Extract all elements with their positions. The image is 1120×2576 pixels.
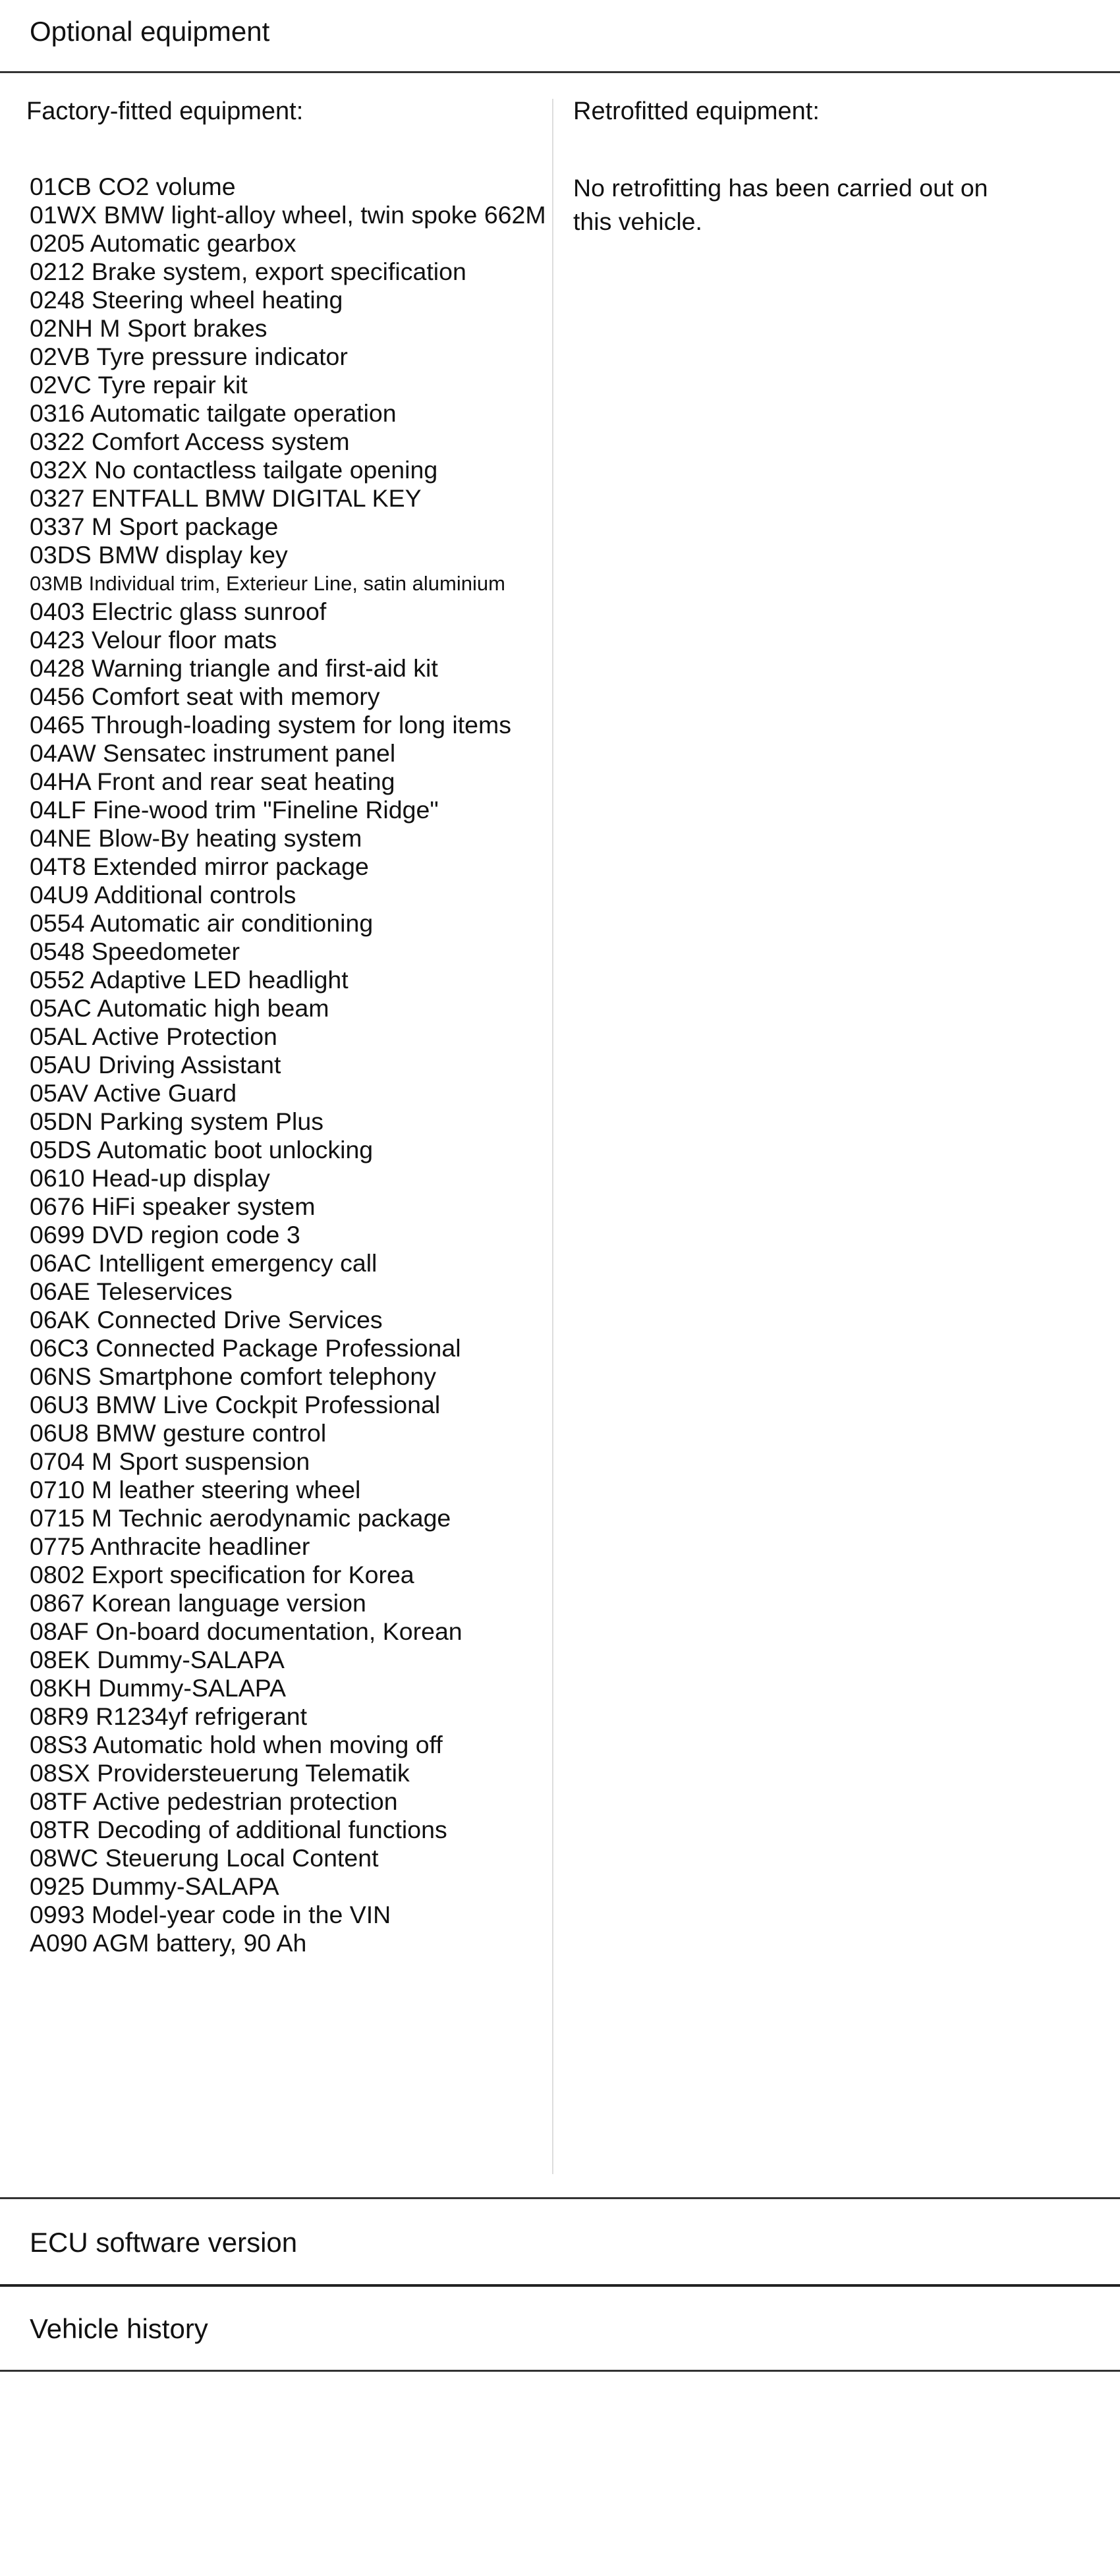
equipment-item: 04NE Blow-By heating system xyxy=(30,824,362,852)
equipment-item: 06AC Intelligent emergency call xyxy=(30,1249,378,1277)
equipment-item: 06C3 Connected Package Professional xyxy=(30,1334,461,1362)
equipment-item: 0337 M Sport package xyxy=(30,513,279,540)
equipment-item: 04T8 Extended mirror package xyxy=(30,853,369,880)
equipment-item: 0423 Velour floor mats xyxy=(30,626,277,654)
equipment-item: 08EK Dummy-SALAPA xyxy=(30,1646,285,1673)
equipment-item: 05AU Driving Assistant xyxy=(30,1051,281,1078)
equipment-item: 0465 Through-loading system for long items xyxy=(30,711,511,739)
equipment-item: 05DN Parking system Plus xyxy=(30,1107,323,1135)
equipment-item: 0554 Automatic air conditioning xyxy=(30,909,374,937)
equipment-item: 05AL Active Protection xyxy=(30,1022,277,1050)
equipment-item: 04HA Front and rear seat heating xyxy=(30,768,395,795)
equipment-item: 06U8 BMW gesture control xyxy=(30,1419,327,1447)
equipment-item: 0327 ENTFALL BMW DIGITAL KEY xyxy=(30,484,422,512)
equipment-item: 0316 Automatic tailgate operation xyxy=(30,399,397,427)
ecu-software-version-header[interactable]: ECU software version xyxy=(30,2227,298,2258)
equipment-item: 08S3 Automatic hold when moving off xyxy=(30,1731,443,1758)
equipment-item: 02VC Tyre repair kit xyxy=(30,371,248,399)
equipment-item: 032X No contactless tailgate opening xyxy=(30,456,438,484)
equipment-item: 06NS Smartphone comfort telephony xyxy=(30,1362,437,1390)
equipment-item: 08AF On-board documentation, Korean xyxy=(30,1617,462,1645)
equipment-item: 0403 Electric glass sunroof xyxy=(30,598,327,625)
equipment-item: 0552 Adaptive LED headlight xyxy=(30,966,349,994)
equipment-item: 01CB CO2 volume xyxy=(30,173,236,200)
equipment-item: 01WX BMW light-alloy wheel, twin spoke 662M xyxy=(30,201,546,229)
equipment-item: 0248 Steering wheel heating xyxy=(30,286,343,314)
equipment-item: 08KH Dummy-SALAPA xyxy=(30,1674,287,1702)
equipment-item: 03DS BMW display key xyxy=(30,541,288,569)
equipment-item: 06U3 BMW Live Cockpit Professional xyxy=(30,1391,441,1418)
column-divider xyxy=(552,99,553,2174)
equipment-item: 08SX Providersteuerung Telematik xyxy=(30,1759,410,1787)
equipment-item: 04U9 Additional controls xyxy=(30,881,296,909)
equipment-item: 03MB Individual trim, Exterieur Line, satin aluminium xyxy=(30,572,505,595)
section-divider xyxy=(0,71,1120,73)
retrofit-note: No retrofitting has been carried out on this vehicle. xyxy=(573,174,988,235)
equipment-item: 02VB Tyre pressure indicator xyxy=(30,343,348,370)
factory-equipment-list xyxy=(30,173,546,1957)
equipment-item: 0548 Speedometer xyxy=(30,938,240,965)
equipment-item: 0802 Export specification for Korea xyxy=(30,1561,414,1588)
equipment-item: 0993 Model-year code in the VIN xyxy=(30,1901,391,1928)
equipment-item: 04LF Fine-wood trim "Fineline Ridge" xyxy=(30,796,439,824)
optional-equipment-header[interactable]: Optional equipment xyxy=(30,16,270,47)
equipment-item: A090 AGM battery, 90 Ah xyxy=(30,1929,307,1957)
equipment-item: 0322 Comfort Access system xyxy=(30,428,350,455)
equipment-item: 05AV Active Guard xyxy=(30,1079,237,1107)
section-divider xyxy=(0,2370,1120,2372)
equipment-item: 0699 DVD region code 3 xyxy=(30,1221,300,1248)
equipment-item: 0710 M leather steering wheel xyxy=(30,1476,361,1503)
equipment-item: 0456 Comfort seat with memory xyxy=(30,683,380,710)
equipment-item: 05DS Automatic boot unlocking xyxy=(30,1136,374,1163)
equipment-item: 0867 Korean language version xyxy=(30,1589,366,1617)
equipment-item: 0205 Automatic gearbox xyxy=(30,229,296,257)
equipment-item: 05AC Automatic high beam xyxy=(30,994,329,1022)
equipment-item: 02NH M Sport brakes xyxy=(30,314,267,342)
equipment-item: 06AK Connected Drive Services xyxy=(30,1306,383,1333)
equipment-item: 06AE Teleservices xyxy=(30,1277,233,1305)
equipment-item: 08TF Active pedestrian protection xyxy=(30,1787,398,1815)
equipment-item: 08R9 R1234yf refrigerant xyxy=(30,1702,308,1730)
equipment-item: 08WC Steuerung Local Content xyxy=(30,1844,379,1872)
equipment-item: 04AW Sensatec instrument panel xyxy=(30,739,396,767)
retrofitted-title: Retrofitted equipment: xyxy=(573,98,820,125)
factory-fitted-title: Factory-fitted equipment: xyxy=(26,98,304,125)
equipment-item: 0775 Anthracite headliner xyxy=(30,1532,310,1560)
equipment-item: 0925 Dummy-SALAPA xyxy=(30,1872,279,1900)
equipment-item: 0610 Head-up display xyxy=(30,1164,270,1192)
equipment-item: 0428 Warning triangle and first-aid kit xyxy=(30,654,438,682)
equipment-item: 0676 HiFi speaker system xyxy=(30,1192,316,1220)
equipment-item: 0704 M Sport suspension xyxy=(30,1447,310,1475)
equipment-item: 0212 Brake system, export specification xyxy=(30,258,466,285)
equipment-item: 0715 M Technic aerodynamic package xyxy=(30,1504,451,1532)
equipment-item: 08TR Decoding of additional functions xyxy=(30,1816,447,1843)
vehicle-history-header[interactable]: Vehicle history xyxy=(30,2313,208,2344)
